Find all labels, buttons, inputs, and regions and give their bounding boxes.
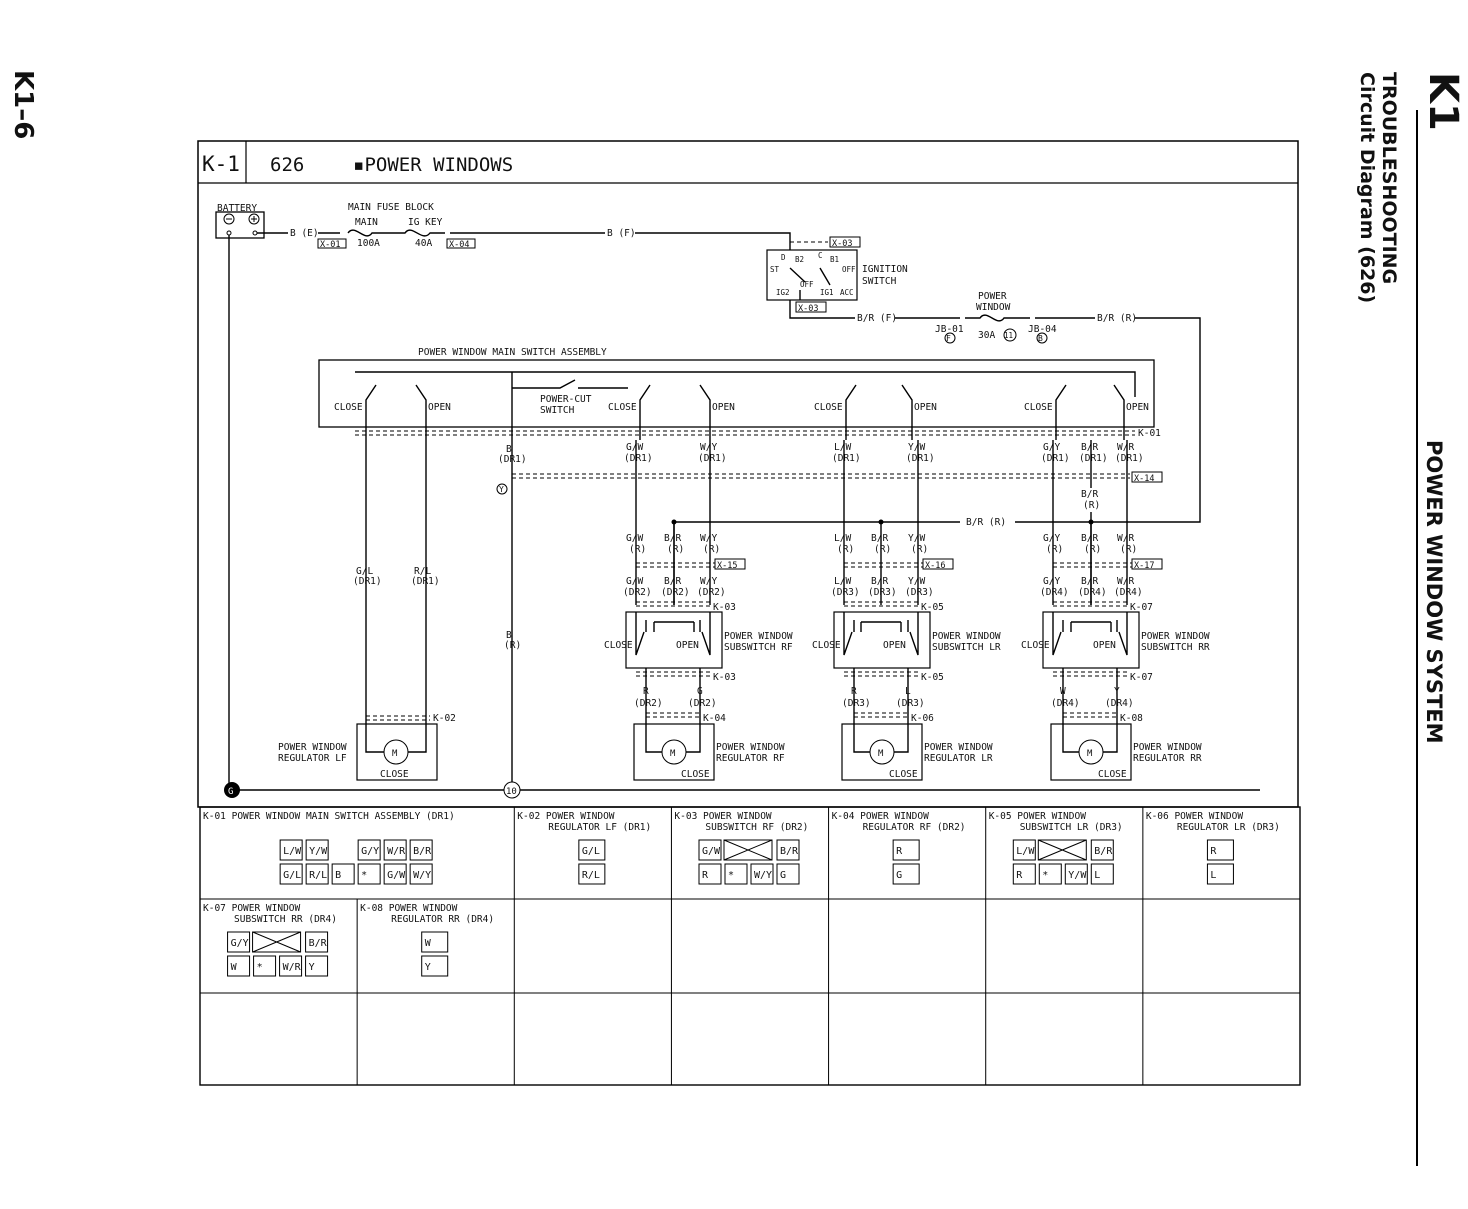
header-code: K-1: [202, 152, 240, 176]
wire-color: L/W: [834, 533, 852, 544]
main-wire-color: B/R: [1081, 442, 1099, 453]
connector-title: K-01 POWER WINDOW MAIN SWITCH ASSEMBLY (DR1): [203, 811, 455, 822]
connector-title: K-08 POWER WINDOW: [360, 903, 458, 914]
close-label: CLOSE: [1021, 640, 1050, 651]
power-cut-label-2: SWITCH: [540, 405, 575, 416]
x14-label: X-14: [1134, 474, 1155, 484]
battery-label: BATTERY: [217, 203, 258, 214]
br-r-label: B/R: [1081, 489, 1099, 500]
pw-fuse-rating: 30A: [978, 330, 996, 341]
connector-pin-label: R/L: [309, 870, 328, 881]
main-wire-location: (DR1): [906, 453, 935, 464]
page-number: K1–6: [8, 70, 38, 140]
lf-motor: M: [392, 749, 398, 759]
main-wire-location: (DR1): [698, 453, 727, 464]
connector-title-2: SUBSWITCH LR (DR3): [1019, 822, 1123, 833]
connector-title-2: SUBSWITCH RF (DR2): [705, 822, 809, 833]
connector-pin-label: R: [1210, 846, 1217, 857]
subswitch-lr: [834, 612, 930, 668]
pw-fuse-label: POWER: [978, 291, 1007, 302]
wire-brr-mid: B/R (R): [966, 517, 1007, 528]
fuse-main-rating: 100A: [357, 238, 380, 249]
connector-title-2: REGULATOR RF (DR2): [862, 822, 966, 833]
wire-location: (DR4): [1078, 587, 1107, 598]
close-arrow: CLOSE: [1098, 769, 1127, 780]
connector-pin-label: W/Y: [413, 870, 432, 881]
regulator-label-2: REGULATOR LR: [924, 753, 993, 764]
power-cut-label: POWER-CUT: [540, 394, 592, 405]
connector-dash: [1053, 602, 1127, 606]
motor-letter: M: [878, 749, 884, 759]
connector-pin-label: B: [335, 870, 342, 881]
connector-title: K-02 POWER WINDOW: [517, 811, 615, 822]
connector-pin-label: W/R: [387, 846, 406, 857]
fuse-links: [348, 230, 445, 236]
wire-color: B/R: [1081, 533, 1099, 544]
wire-b: B: [506, 444, 512, 455]
ignition-terminal-label: ACC: [840, 288, 854, 297]
section-title: POWER WINDOW SYSTEM: [1422, 440, 1446, 744]
wire-location: (R): [1046, 544, 1064, 555]
connector-title: K-04 POWER WINDOW: [831, 811, 929, 822]
wire-location: (DR4): [1105, 698, 1134, 709]
connector-tag-label: X-15: [717, 561, 738, 571]
k02-label: K-02: [433, 713, 456, 724]
k-label: K-08: [1120, 713, 1143, 724]
jb04-pin: B: [1038, 334, 1043, 343]
wire-location: (R): [1120, 544, 1138, 555]
k-label: K-05: [921, 672, 944, 683]
ignition-terminal-label: C: [818, 251, 823, 260]
jb01-pin: F: [946, 334, 951, 343]
ignition-terminal-label: ST: [770, 265, 780, 274]
connector-pin-label: L/W: [1016, 846, 1035, 857]
main-switch-assembly: [319, 360, 1154, 427]
subswitch-rf: [626, 612, 722, 668]
subswitch-label: POWER WINDOW: [724, 631, 793, 642]
main-switch-label: POWER WINDOW MAIN SWITCH ASSEMBLY: [418, 347, 607, 358]
main-wire-color: Y/W: [908, 442, 926, 453]
connector-pin-label: *: [256, 962, 263, 973]
window-switch-contact: [640, 385, 710, 440]
connector-pin-label: Y: [424, 962, 431, 973]
main-wire-color: W/Y: [700, 442, 718, 453]
x03-label-bottom: X-03: [798, 304, 819, 314]
connector-pin-label: B/R: [1094, 846, 1113, 857]
open-label: OPEN: [1093, 640, 1116, 651]
x04-label: X-04: [449, 240, 470, 250]
close-label: CLOSE: [814, 402, 843, 413]
window-switch-contact: [846, 385, 912, 440]
connector-dash: [844, 672, 918, 676]
main-wire-location: (DR1): [1079, 453, 1108, 464]
wire-location: (DR2): [634, 698, 663, 709]
pw-fuse-label-2: WINDOW: [976, 302, 1011, 313]
wire-color: B/R: [1081, 576, 1099, 587]
x01-label: X-01: [320, 240, 341, 250]
wire-bf: B (F): [607, 228, 636, 239]
connector-dash: [636, 602, 710, 606]
jb01-label: JB-01: [935, 324, 964, 335]
splice-10: 10: [506, 787, 517, 797]
ignition-terminal-label: IG1: [820, 288, 834, 297]
connector-pin-label: G/L: [581, 846, 600, 857]
subswitch-label-2: SUBSWITCH RR: [1141, 642, 1210, 653]
wire-gl-loc: (DR1): [353, 576, 382, 587]
regulator-label-2: REGULATOR RR: [1133, 753, 1202, 764]
main-wire-color: G/W: [626, 442, 644, 453]
wire-location: (R): [837, 544, 855, 555]
jb04-label: JB-04: [1028, 324, 1057, 335]
open-label: OPEN: [883, 640, 906, 651]
power-cut-switch: [512, 380, 628, 388]
connector-pin-label: B/R: [308, 938, 327, 949]
wire-gl: G/L: [356, 566, 374, 577]
wire-color: Y: [1114, 686, 1120, 697]
connector-pin-label: W: [424, 938, 431, 949]
open-label: OPEN: [676, 640, 699, 651]
wire-brr-top: B/R (R): [1097, 313, 1138, 324]
wire-color: G/Y: [1043, 576, 1061, 587]
connector-pin-label: Y/W: [309, 846, 328, 857]
ignition-switch-label-2: SWITCH: [862, 276, 897, 287]
wire-b-r-loc: (R): [504, 640, 522, 651]
k-label: K-06: [911, 713, 934, 724]
motor-letter: M: [670, 749, 676, 759]
wire-color: W/R: [1117, 533, 1135, 544]
wire-color: G/W: [626, 576, 644, 587]
wire-rl: R/L: [414, 566, 432, 577]
connector-dash: [1053, 672, 1127, 676]
subswitch-contacts: [1053, 612, 1127, 655]
connector-tag-label: X-17: [1134, 561, 1155, 571]
connector-pin-label: R: [1016, 870, 1023, 881]
y-connector: Y: [499, 485, 504, 494]
connector-cross: [1038, 840, 1086, 860]
subswitch-label: POWER WINDOW: [1141, 631, 1210, 642]
connector-title: K-07 POWER WINDOW: [203, 903, 301, 914]
section-subtitle-2: Circuit Diagram (626): [1356, 72, 1378, 304]
section-subtitle: TROUBLESHOOTING: [1378, 72, 1400, 285]
connector-pin-label: Y/W: [1068, 870, 1087, 881]
wire-color: W/R: [1117, 576, 1135, 587]
wire-location: (DR4): [1051, 698, 1080, 709]
open-label: OPEN: [428, 402, 451, 413]
wire-color: L/W: [834, 576, 852, 587]
regulator-label-2: REGULATOR RF: [716, 753, 785, 764]
wire-location: (R): [911, 544, 929, 555]
connector-title-2: REGULATOR LF (DR1): [548, 822, 652, 833]
wire-color: L: [905, 686, 911, 697]
pw-fuse: [965, 315, 1030, 321]
k-label: K-03: [713, 602, 736, 613]
wire-color: G: [697, 686, 703, 697]
section-code: K1: [1420, 72, 1466, 131]
regulator-label: POWER WINDOW: [924, 742, 993, 753]
main-wire-color: L/W: [834, 442, 852, 453]
k-label: K-07: [1130, 602, 1153, 613]
subswitch-contacts: [636, 612, 710, 655]
wire-location: (DR3): [905, 587, 934, 598]
k-label: K-05: [921, 602, 944, 613]
connector-pin-label: G: [780, 870, 787, 881]
wire-color: G/W: [626, 533, 644, 544]
connector-title: K-03 POWER WINDOW: [674, 811, 772, 822]
ignition-terminal-label: OFF: [842, 265, 856, 274]
subswitch-label-2: SUBSWITCH RF: [724, 642, 793, 653]
ground-symbol: G: [228, 787, 234, 797]
ignition-switch-label: IGNITION: [862, 264, 908, 275]
k01-label: K-01: [1138, 428, 1161, 439]
connector-dash: [1063, 713, 1117, 717]
wire-color: Y/W: [908, 533, 926, 544]
wire-be: B (E): [290, 228, 319, 239]
fuse-ig-rating: 40A: [415, 238, 433, 249]
connector-dash: [646, 713, 700, 717]
connector-pin-label: *: [728, 870, 735, 881]
wire-color: W/Y: [700, 533, 718, 544]
main-wire-location: (DR1): [1041, 453, 1070, 464]
close-arrow: CLOSE: [681, 769, 710, 780]
motor-letter: M: [1087, 749, 1093, 759]
close-label: CLOSE: [608, 402, 637, 413]
wire-location: (R): [667, 544, 685, 555]
wire-location: (DR2): [688, 698, 717, 709]
connector-dash: [636, 563, 715, 567]
fuse-block-label: MAIN FUSE BLOCK: [348, 202, 434, 213]
ignition-terminal-label: D: [781, 253, 786, 262]
close-label: CLOSE: [334, 402, 363, 413]
connector-dash: [636, 672, 710, 676]
wire-location: (DR3): [831, 587, 860, 598]
reg-lf-label-2: REGULATOR LF: [278, 753, 347, 764]
connector-title: K-06 POWER WINDOW: [1145, 811, 1244, 822]
open-label: OPEN: [1126, 402, 1149, 413]
window-switch-contact: [1056, 385, 1124, 440]
connector-cross: [253, 932, 301, 952]
wire-b-r: B: [506, 630, 512, 641]
connector-pin-label: *: [361, 870, 368, 881]
main-wire-location: (DR1): [832, 453, 861, 464]
wire-color: B/R: [664, 576, 682, 587]
subswitch-contacts: [844, 612, 918, 655]
wire-color: W: [1060, 686, 1066, 697]
x03-label-top: X-03: [832, 239, 853, 249]
connector-pin-label: *: [1042, 870, 1049, 881]
connector-title: K-05 POWER WINDOW: [988, 811, 1086, 822]
connector-pin-label: Y: [308, 962, 315, 973]
wire-color: G/Y: [1043, 533, 1061, 544]
main-wire-color: W/R: [1117, 442, 1135, 453]
k-label: K-04: [703, 713, 726, 724]
connector-pin-label: L: [1094, 870, 1101, 881]
connector-pin-label: G/Y: [361, 846, 380, 857]
wire-color: B/R: [664, 533, 682, 544]
reg-lf-label: POWER WINDOW: [278, 742, 347, 753]
wire-location: (DR2): [697, 587, 726, 598]
wire-location: (DR4): [1114, 587, 1143, 598]
wire-b-loc: (DR1): [498, 454, 527, 465]
connector-pin-label: G/W: [387, 870, 406, 881]
wire-color: R: [851, 686, 857, 697]
ignition-terminal-label: B2: [795, 255, 805, 264]
close-label: CLOSE: [812, 640, 841, 651]
connector-pin-label: G/W: [702, 846, 721, 857]
main-wire-color: G/Y: [1043, 442, 1061, 453]
wire-location: (R): [629, 544, 647, 555]
wire-brf: B/R (F): [857, 313, 898, 324]
wire-color: B/R: [871, 533, 889, 544]
header-model: 626: [270, 154, 305, 176]
wire-color: B/R: [871, 576, 889, 587]
wire-location: (DR2): [623, 587, 652, 598]
ignition-terminal-label: B1: [830, 255, 840, 264]
subswitch-label: POWER WINDOW: [932, 631, 1001, 642]
connector-dash: [1053, 563, 1132, 567]
wire-location: (DR3): [868, 587, 897, 598]
connector-pin-label: G/L: [283, 870, 302, 881]
header-title: ▪POWER WINDOWS: [353, 154, 514, 176]
lf-close-arrow: CLOSE: [380, 769, 409, 780]
wire-location: (DR3): [896, 698, 925, 709]
connector-tag-label: X-16: [925, 561, 946, 571]
connector-title-2: REGULATOR LR (DR3): [1176, 822, 1280, 833]
connector-pin-label: R: [702, 870, 709, 881]
regulator-label: POWER WINDOW: [1133, 742, 1202, 753]
connector-pin-label: G: [896, 870, 903, 881]
br-r-location: (R): [1083, 500, 1101, 511]
main-wire-location: (DR1): [1115, 453, 1144, 464]
connector-title-2: REGULATOR RR (DR4): [391, 914, 495, 925]
connector-dash: [844, 563, 923, 567]
connector-title-2: SUBSWITCH RR (DR4): [234, 914, 337, 925]
wire-color: Y/W: [908, 576, 926, 587]
wire-location: (R): [1084, 544, 1102, 555]
pw-fuse-num: 11: [1004, 331, 1014, 340]
open-label: OPEN: [914, 402, 937, 413]
wire-location: (DR4): [1040, 587, 1069, 598]
connector-pin-label: B/R: [780, 846, 799, 857]
subswitch-rr: [1043, 612, 1139, 668]
ignition-terminal-label: IG2: [776, 288, 790, 297]
connector-pin-label: G/Y: [230, 938, 249, 949]
close-arrow: CLOSE: [889, 769, 918, 780]
wire-location: (DR2): [661, 587, 690, 598]
wire-location: (R): [703, 544, 721, 555]
subswitch-label-2: SUBSWITCH LR: [932, 642, 1001, 653]
wire-color: R: [643, 686, 649, 697]
close-label: CLOSE: [1024, 402, 1053, 413]
wire-rl-loc: (DR1): [411, 576, 440, 587]
ignition-terminal-label: OFF: [800, 280, 814, 289]
connector-pin-label: L/W: [283, 846, 302, 857]
connector-pin-label: R: [896, 846, 903, 857]
connector-pin-label: B/R: [413, 846, 432, 857]
connector-pin-label: R/L: [581, 870, 600, 881]
open-label: OPEN: [712, 402, 735, 413]
k-label: K-03: [713, 672, 736, 683]
connector-dash: [854, 713, 908, 717]
fuse-ig-label: IG KEY: [408, 217, 443, 228]
window-switch-contact: [366, 385, 426, 440]
connector-cross: [724, 840, 772, 860]
wire-color: W/Y: [700, 576, 718, 587]
wire-location: (DR3): [842, 698, 871, 709]
connector-pin-label: W/R: [282, 962, 301, 973]
regulator-label: POWER WINDOW: [716, 742, 785, 753]
main-wire-location: (DR1): [624, 453, 653, 464]
connector-pin-label: W/Y: [754, 870, 773, 881]
wire-location: (R): [874, 544, 892, 555]
k-label: K-07: [1130, 672, 1153, 683]
connector-pin-label: L: [1210, 870, 1217, 881]
connector-pin-label: W: [230, 962, 237, 973]
close-label: CLOSE: [604, 640, 633, 651]
fuse-main-label: MAIN: [355, 217, 378, 228]
